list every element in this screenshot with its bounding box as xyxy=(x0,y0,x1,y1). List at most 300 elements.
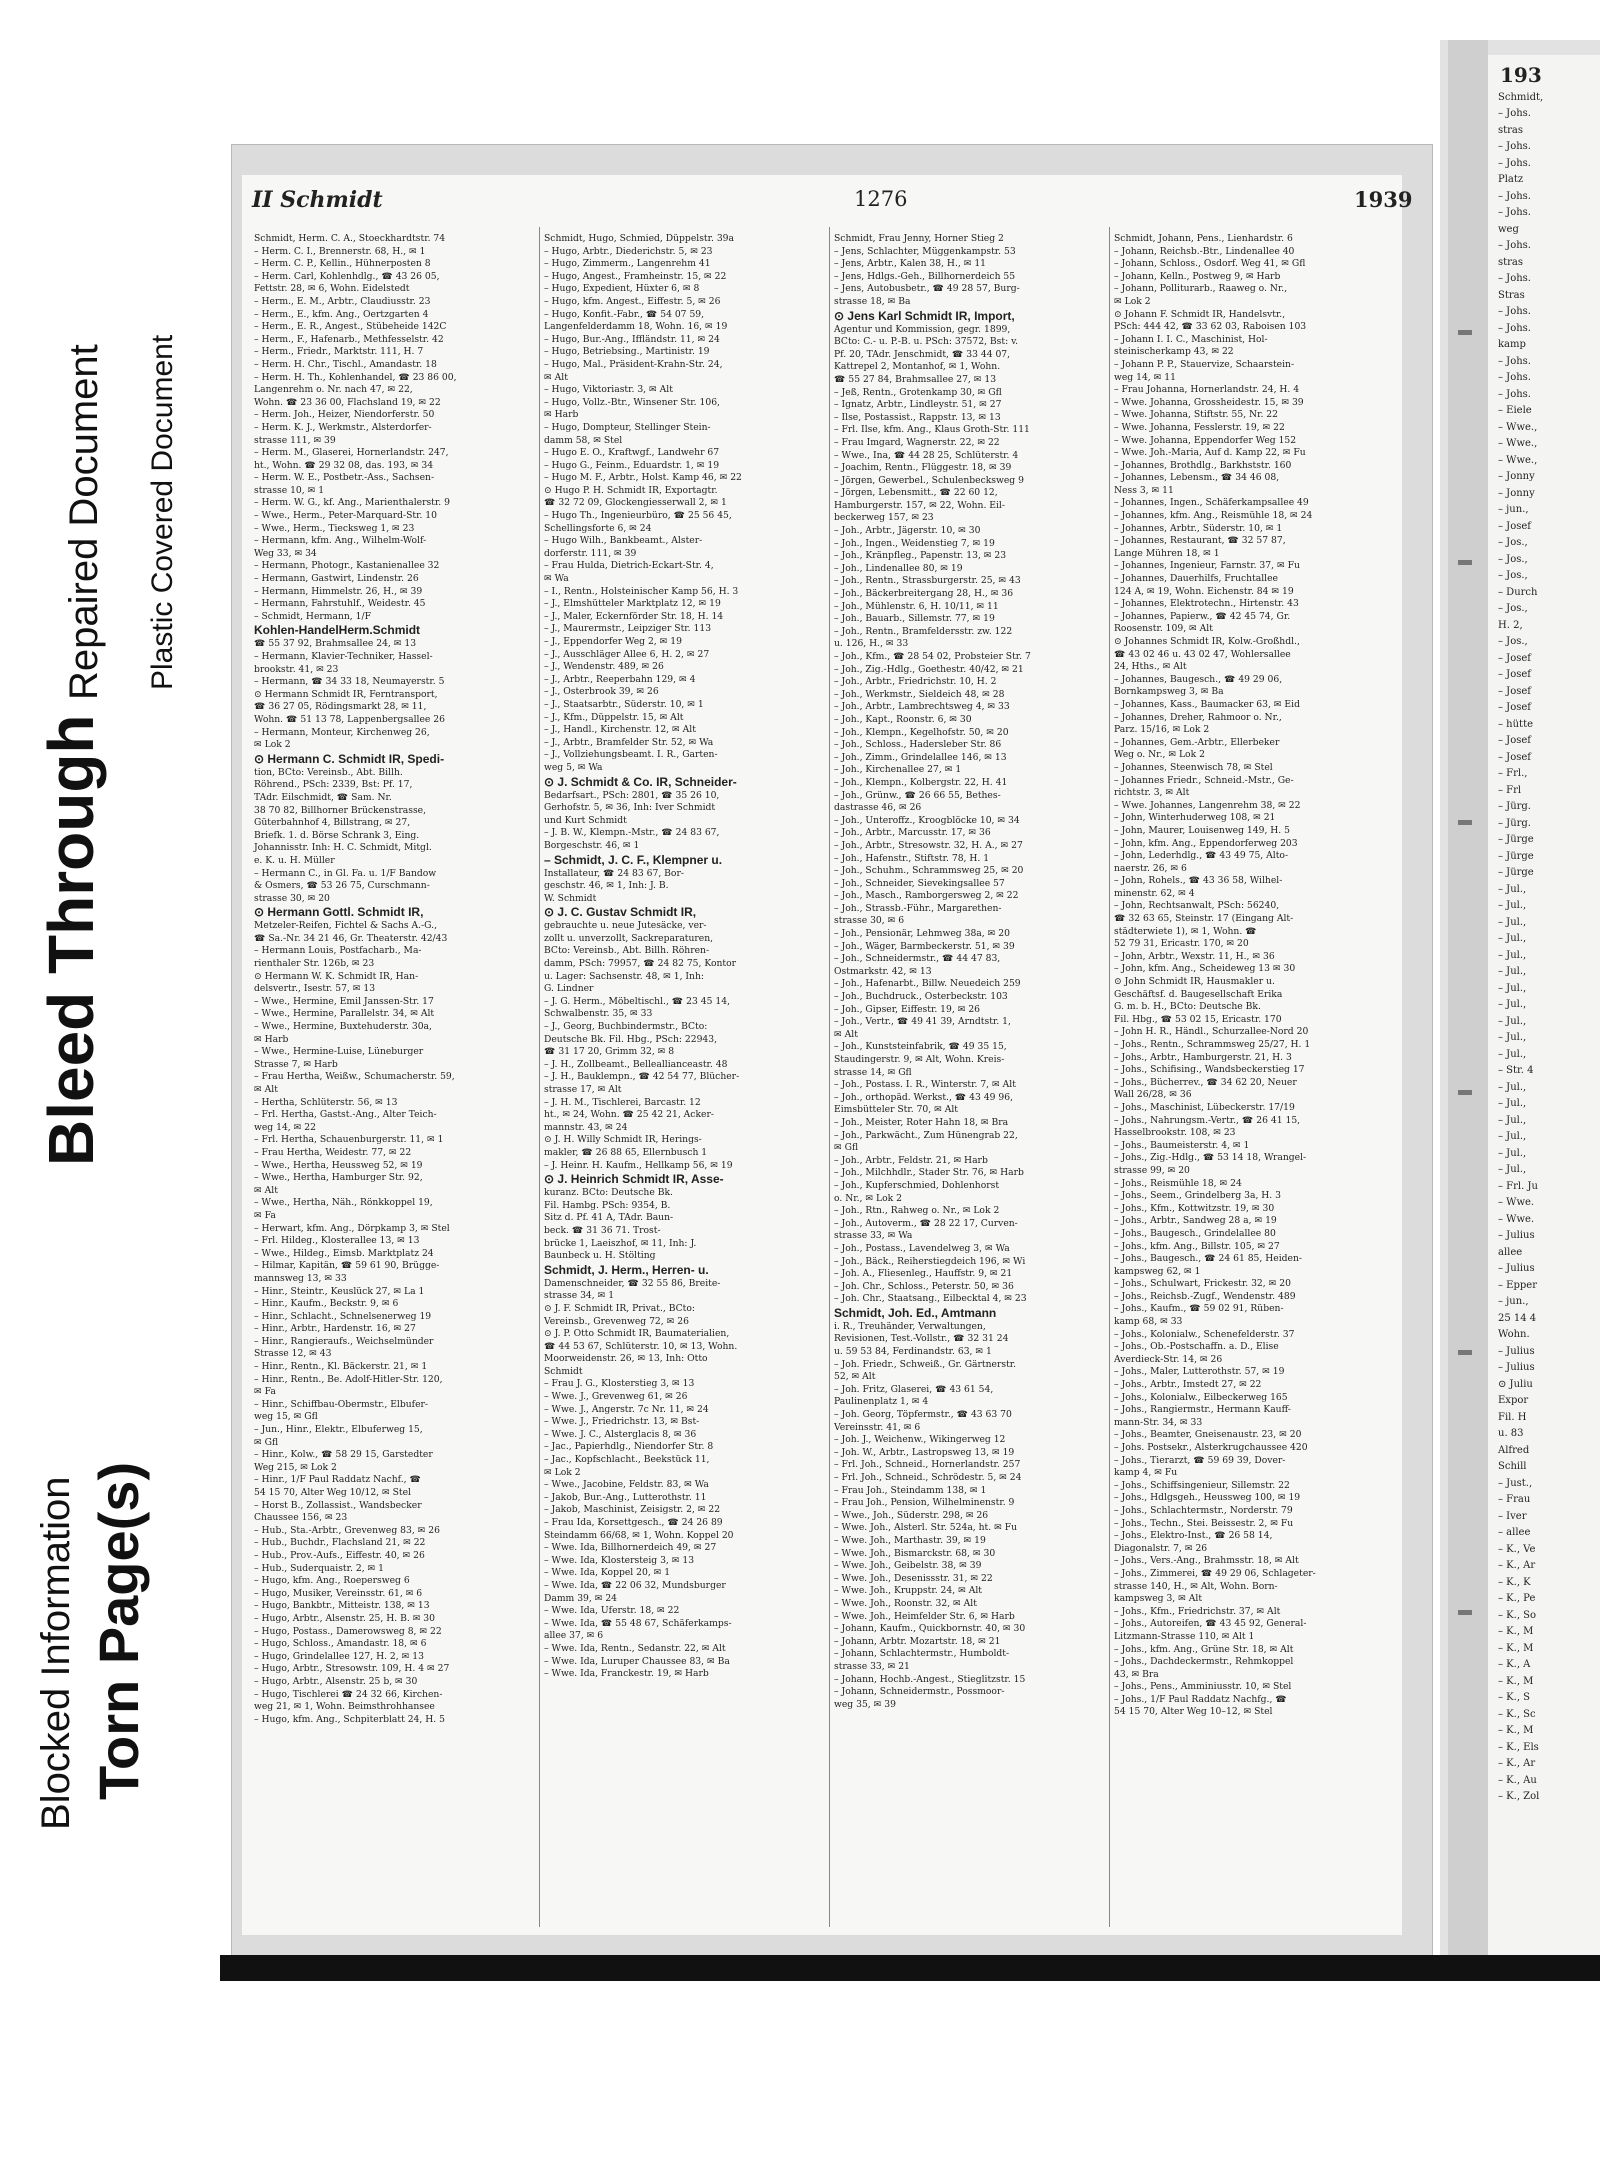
directory-entry-line: – Schmidt, J. C. F., Klempner u. xyxy=(544,852,723,867)
directory-entry-line: – Hugo, kfm. Ang., Roepersweg 6 xyxy=(254,1575,410,1587)
directory-entry-line: – J., Vollziehungsbeamt. I. R., Garten- xyxy=(544,749,718,761)
directory-entry-line: – Johannes, Kass., Baumacker 63, ✉ Eid xyxy=(1114,698,1300,710)
directory-entry-line: steinischerkamp 43, ✉ 22 xyxy=(1114,346,1234,358)
adjacent-page-line: – Jul., xyxy=(1498,949,1527,961)
directory-entry-line: ✉ Lok 2 xyxy=(1114,295,1151,307)
directory-entry-line: – Johann, Schlachtermstr., Humboldt- xyxy=(834,1648,1010,1660)
directory-page xyxy=(242,175,1413,1935)
directory-entry-line: – Hermann, kfm. Ang., Wilhelm-Wolf- xyxy=(254,535,427,547)
directory-entry-line: ⊙ Johann F. Schmidt IR, Handelsvtr., xyxy=(1114,308,1286,320)
adjacent-page-line: – Frau xyxy=(1498,1494,1531,1505)
adjacent-page-line: – K., M xyxy=(1498,1675,1534,1687)
directory-entry-line: – Johs., Baumeisterstr. 4, ✉ 1 xyxy=(1114,1139,1250,1151)
directory-entry-line: strasse 33, ✉ Wa xyxy=(834,1230,913,1242)
directory-entry-line: – Johannes, kfm. Ang., Reismühle 18, ✉ 24 xyxy=(1114,510,1313,522)
adjacent-page-line: – Wwe. xyxy=(1498,1197,1535,1208)
adjacent-page-line: – K., Sc xyxy=(1498,1708,1536,1720)
directory-entry-line: ⊙ J. H. Willy Schmidt IR, Herings- xyxy=(544,1134,702,1146)
directory-entry-line: – Johann I. I. C., Maschinist, Hol- xyxy=(1114,333,1268,345)
directory-entry-line: – J. Heinr. H. Kaufm., Hellkamp 56, ✉ 19 xyxy=(544,1159,733,1171)
adjacent-page-line: – K., So xyxy=(1498,1609,1537,1621)
adjacent-page-line: – jun., xyxy=(1498,1296,1529,1307)
directory-column-3 xyxy=(834,233,1119,1923)
adjacent-page-line: – K., Ar xyxy=(1498,1758,1536,1769)
directory-entry-line: städterwiete 1), ✉ 1, Wohn. ☎ xyxy=(1114,925,1257,937)
directory-entry-line: ☎ 55 37 92, Brahmsallee 24, ✉ 13 xyxy=(254,638,417,650)
directory-entry-line: – Horst B., Zollassist., Wandsbecker xyxy=(254,1499,422,1511)
directory-entry-line: makler, ☎ 26 88 65, Ellernbusch 1 xyxy=(544,1146,708,1158)
directory-entry-line: Lange Mühren 18, ✉ 1 xyxy=(1114,547,1220,559)
directory-entry-line: – Joh., Gipser, Eiffestr. 19, ✉ 26 xyxy=(834,1003,981,1015)
directory-entry-line: – Joh., Kunststeinfabrik, ☎ 49 35 15, xyxy=(834,1041,1007,1053)
directory-entry-line: – Johs., Elektro-Inst., ☎ 26 58 14, xyxy=(1114,1530,1273,1542)
directory-entry-line: 24, Hths., ✉ Alt xyxy=(1114,661,1187,673)
adjacent-page-line: – Josef xyxy=(1498,751,1531,763)
directory-entry-line: Schmidt xyxy=(544,1365,583,1377)
directory-entry-line: – Hinr., 1/F Paul Raddatz Nachf., ☎ xyxy=(254,1474,421,1486)
directory-entry-line: – Johs., Schulwart, Frickestr. 32, ✉ 20 xyxy=(1114,1278,1291,1290)
directory-entry-line: ☎ Sa.-Nr. 34 21 46, Gr. Theaterstr. 42/43 xyxy=(254,932,448,944)
directory-entry-line: Hamburgerstr. 157, ✉ 22, Wohn. Eil- xyxy=(834,499,1005,511)
directory-entry-line: – Wwe. Joh., Roonstr. 32, ✉ Alt xyxy=(834,1597,977,1609)
directory-entry-line: Röhrend., PSch: 2339, Bst: Pf. 17, xyxy=(254,779,413,791)
adjacent-page-line: Schill xyxy=(1498,1461,1527,1472)
directory-entry-line: weg 21, ✉ 1, Wohn. Beimsthrohhansee xyxy=(254,1701,435,1713)
directory-entry-line: – Hugo, Musiker, Vereinsstr. 61, ✉ 6 xyxy=(254,1587,423,1599)
adjacent-page-line: Schmidt, xyxy=(1498,91,1544,103)
directory-entry-line: – Herm. C. P., Kellin., Hühnerposten 8 xyxy=(254,258,431,270)
directory-entry-line: – Joh., Hafenarbt., Billw. Neuedeich 259 xyxy=(834,978,1021,990)
adjacent-page-line: allee xyxy=(1498,1246,1523,1258)
directory-entry-line: – Joh., Autoverm., ☎ 28 22 17, Curven- xyxy=(834,1217,1018,1229)
directory-entry-line: – Hugo E. O., Kraftwgf., Landwehr 67 xyxy=(544,447,720,459)
directory-entry-line: Briefk. 1. d. Börse Schrank 3, Eing. xyxy=(254,829,420,841)
directory-entry-line: – Hugo G., Feinm., Eduardstr. 1, ✉ 19 xyxy=(544,459,720,471)
directory-entry-line: – Wwe. J., Friedrichstr. 13, ✉ Bst- xyxy=(544,1416,700,1428)
directory-entry-line: weg 14, ✉ 22 xyxy=(254,1121,316,1133)
directory-entry-line: – Johannes Friedr., Schneid.-Mstr., Ge- xyxy=(1114,774,1294,786)
adjacent-page-line: – Wwe., xyxy=(1498,438,1538,449)
directory-entry-line: ☎ 55 27 84, Brahmsallee 27, ✉ 13 xyxy=(834,373,997,385)
directory-entry-line: – Hinr., Kaufm., Beckstr. 9, ✉ 6 xyxy=(254,1298,399,1310)
adjacent-page-line: – Jos., xyxy=(1498,570,1528,581)
directory-entry-line: – Joh., Arbtr., Jägerstr. 10, ✉ 30 xyxy=(834,525,981,537)
directory-entry-line: – Wwe. Ida, Luruper Chaussee 83, ✉ Ba xyxy=(544,1655,730,1667)
directory-entry-line: BCto: C.- u. P.-B. u. PSch: 37572, Bst: v. xyxy=(834,336,1019,348)
directory-entry-line: – Herm. M., Glaserei, Hornerlandstr. 247, xyxy=(254,447,449,459)
adjacent-page-line: – Jürge xyxy=(1498,834,1534,845)
directory-entry-line: – Wwe., Hertha, Näh., Rönkkoppel 19, xyxy=(254,1197,433,1209)
directory-entry-line: 54 15 70, Alter Weg 10/12, ✉ Stel xyxy=(254,1487,411,1498)
directory-entry-line: – Joh., Parkwächt., Zum Hünengrab 22, xyxy=(834,1129,1018,1141)
directory-entry-line: Damenschneider, ☎ 32 55 86, Breite- xyxy=(544,1277,721,1289)
adjacent-page-line: ⊙ Juliu xyxy=(1498,1378,1533,1390)
directory-entry-line: – Wwe. Johanna, Eppendorfer Weg 152 xyxy=(1114,434,1297,446)
directory-entry-line: ✉ Alt xyxy=(254,1084,278,1095)
directory-entry-line: – Hub., Buchdr., Flachsland 21, ✉ 22 xyxy=(254,1537,426,1549)
directory-entry-line: 38 70 82, Billhorner Brückenstrasse, xyxy=(254,804,427,816)
directory-entry-line: – Hugo, Postass., Damerowsweg 8, ✉ 22 xyxy=(254,1625,442,1637)
directory-entry-line: – J., Osterbrook 39, ✉ 26 xyxy=(544,686,659,698)
column-rule xyxy=(829,227,830,1927)
directory-entry-line: – Johann, Arbtr. Mozartstr. 18, ✉ 21 xyxy=(834,1635,1001,1647)
directory-entry-line: – Wwe., Herm., Peter-Marquard-Str. 10 xyxy=(254,510,437,522)
directory-entry-line: – Johs., 1/F Paul Raddatz Nachfg., ☎ xyxy=(1114,1693,1287,1705)
directory-entry-line: ✉ Alt xyxy=(834,1028,858,1040)
directory-entry-line: – J., Staatsarbtr., Süderstr. 10, ✉ 1 xyxy=(544,698,704,710)
directory-entry-line: – Joh., Postass., Lavendelweg 3, ✉ Wa xyxy=(834,1242,1010,1254)
directory-entry-line: PSch: 444 42, ☎ 33 62 03, Raboisen 103 xyxy=(1114,321,1307,333)
directory-entry-line: – Hertha, Schlüterstr. 56, ✉ 13 xyxy=(254,1096,398,1108)
directory-entry-line: – Johann P. P., Stauervize, Schaarstein- xyxy=(1114,358,1295,370)
directory-entry-line: – J., Ausschläger Allee 6, H. 2, ✉ 27 xyxy=(544,648,710,660)
adjacent-page-line: – Jul., xyxy=(1498,1131,1527,1142)
adjacent-page-lines xyxy=(1488,90,1600,1806)
directory-entry-line: W. Schmidt xyxy=(544,892,597,904)
directory-entry-line: – Wwe. Ida, Rentn., Sedanstr. 22, ✉ Alt xyxy=(544,1642,726,1654)
directory-entry-line: – Hugo, Arbtr., Diederichstr. 5, ✉ 23 xyxy=(544,245,713,257)
directory-entry-line: ✉ Wa xyxy=(544,573,569,585)
directory-entry-line: – Jens, Arbtr., Kalen 38, H., ✉ 11 xyxy=(834,258,987,270)
directory-entry-line: ⊙ Hermann Schmidt IR, Ferntransport, xyxy=(254,688,438,700)
adjacent-page-line: – Jürg. xyxy=(1498,817,1531,829)
directory-entry-line: Schmidt, J. Herm., Herren- u. xyxy=(544,1262,709,1277)
directory-entry-line: – Joh., Wäger, Barmbeckerstr. 51, ✉ 39 xyxy=(834,940,1015,952)
directory-entry-line: – Wwe. Ida, ☎ 55 48 67, Schäferkamps- xyxy=(544,1617,732,1629)
directory-entry-line: – Johs., Rangiermstr., Hermann Kauff- xyxy=(1114,1404,1291,1416)
directory-entry-line: – John, Lederhdlg., ☎ 43 49 75, Alto- xyxy=(1114,850,1289,862)
directory-entry-line: – Herm. W. E., Postbetr.-Ass., Sachsen- xyxy=(254,472,435,484)
directory-entry-line: 54 15 70, Alter Weg 10–12, ✉ Stel xyxy=(1114,1706,1273,1718)
directory-entry-line: ✉ Fa xyxy=(254,1386,276,1398)
directory-entry-line: Staudingerstr. 9, ✉ Alt, Wohn. Kreis- xyxy=(834,1054,1005,1065)
directory-entry-line: – Wwe. Joh., Kruppstr. 24, ✉ Alt xyxy=(834,1585,982,1597)
adjacent-page-line: H. 2, xyxy=(1498,619,1523,631)
directory-entry-line: Schmidt, Herm. C. A., Stoeckhardtstr. 74 xyxy=(254,233,446,244)
directory-entry-line: – John, Rohels., ☎ 43 36 58, Wilhel- xyxy=(1114,875,1283,887)
directory-entry-line: 43, ✉ Bra xyxy=(1114,1668,1159,1680)
adjacent-page-line: – Jul., xyxy=(1498,1114,1527,1126)
adjacent-page-line: – K., A xyxy=(1498,1659,1531,1670)
binding-stitch xyxy=(1458,330,1472,335)
directory-entry-line: – Hugo, Arbtr., Stresowstr. 109, H. 4 ✉ 27 xyxy=(254,1663,450,1675)
directory-entry-line: damm 58, ✉ Stel xyxy=(544,434,623,446)
directory-entry-line: – Joh., Arbtr., Feldstr. 21, ✉ Harb xyxy=(834,1154,988,1166)
directory-entry-line: – Wwe., Jacobine, Feldstr. 83, ✉ Wa xyxy=(544,1479,709,1491)
directory-entry-line: – Herm., E. M., Arbtr., Claudiusstr. 23 xyxy=(254,295,431,307)
adjacent-page-number: 193 xyxy=(1500,63,1542,87)
page-header-year: 1939 xyxy=(1354,187,1413,212)
directory-entry-line: – Joh., Rtn., Rahweg o. Nr., ✉ Lok 2 xyxy=(834,1205,1000,1217)
directory-entry-line: – Hermann, Monteur, Kirchenweg 26, xyxy=(254,726,430,738)
directory-entry-line: Strasse 7, ✉ Harb xyxy=(254,1058,338,1070)
directory-entry-line: ✉ Lok 2 xyxy=(544,1466,581,1478)
directory-entry-line: ☎ 32 63 65, Steinstr. 17 (Eingang Alt- xyxy=(1114,913,1294,925)
directory-entry-line: kampsweg 3, ✉ Alt xyxy=(1114,1593,1203,1605)
directory-entry-line: – Hinr., Schlacht., Schnelsenerweg 19 xyxy=(254,1310,432,1322)
directory-entry-line: – Frau Joh., Pension, Wilhelminenstr. 9 xyxy=(834,1497,1015,1509)
directory-entry-line: – Joh., Meister, Roter Hahn 18, ✉ Bra xyxy=(834,1116,1009,1128)
directory-entry-line: – Joh., Kfm., ☎ 28 54 02, Probsteier Str. 7 xyxy=(834,651,1031,662)
directory-entry-line: 124 A, ✉ 19, Wohn. Eichenstr. 84 ✉ 19 xyxy=(1114,585,1294,597)
directory-entry-line: Roosenstr. 109, ✉ Alt xyxy=(1114,623,1213,635)
directory-entry-line: – Joh., Werkmstr., Sieldeich 48, ✉ 28 xyxy=(834,688,1005,700)
directory-entry-line: – J. B. W., Klempn.-Mstr., ☎ 24 83 67, xyxy=(544,827,720,839)
directory-entry-line: Schmidt, Johann, Pens., Lienhardstr. 6 xyxy=(1114,233,1293,244)
directory-entry-line: Pf. 20, TAdr. Jenschmidt, ☎ 33 44 07, xyxy=(834,348,1011,360)
directory-entry-line: – Johannes, Arbtr., Süderstr. 10, ✉ 1 xyxy=(1114,522,1283,534)
directory-entry-line: – Jakob, Maschinist, Zeisigstr. 2, ✉ 22 xyxy=(544,1504,721,1516)
directory-entry-line: – Johs., Schlachtermstr., Norderstr. 79 xyxy=(1114,1504,1293,1516)
directory-entry-line: G. m. b. H., BCto: Deutsche Bk. xyxy=(1114,1001,1261,1013)
directory-entry-line: o. Nr., ✉ Lok 2 xyxy=(834,1192,902,1204)
directory-entry-line: Deutsche Bk. Fil. Hbg., PSch: 22943, xyxy=(544,1033,718,1045)
directory-entry-line: – J., Elmshütteler Marktplatz 12, ✉ 19 xyxy=(544,598,721,610)
directory-entry-line: u. 126, H., ✉ 33 xyxy=(834,638,909,650)
directory-entry-line: – Wwe., Hildeg., Eimsb. Marktplatz 24 xyxy=(254,1247,434,1259)
directory-entry-line: ⊙ Johannes Schmidt IR, Kolw.-Großhdl., xyxy=(1114,636,1300,647)
adjacent-page-line: Wohn. xyxy=(1498,1329,1530,1340)
directory-entry-line: – Johs., kfm. Ang., Grüne Str. 18, ✉ Alt xyxy=(1114,1643,1294,1655)
directory-entry-line: – Joh., Kapt., Roonstr. 6, ✉ 30 xyxy=(834,713,972,725)
directory-entry-line: ✉ Alt xyxy=(254,1184,278,1196)
directory-entry-line: – Frau Johanna, Hornerlandstr. 24, H. 4 xyxy=(1114,384,1300,396)
page-number: 1276 xyxy=(854,187,908,211)
directory-entry-line: – Hugo, Schloss., Amandastr. 18, ✉ 6 xyxy=(254,1638,427,1650)
directory-entry-line: – Joh., Klempn., Kegelhofstr. 50, ✉ 20 xyxy=(834,726,1009,738)
directory-entry-line: – Frau Joh., Steindamm 138, ✉ 1 xyxy=(834,1484,987,1496)
adjacent-page-line: – K., M xyxy=(1498,1642,1534,1654)
directory-entry-line: – Johannes, Gem.-Arbtr., Ellerbeker xyxy=(1114,736,1280,748)
directory-entry-line: – Wwe. J., Angerstr. 7c Nr. 11, ✉ 24 xyxy=(544,1403,709,1415)
directory-entry-line: Bornkampsweg 3, ✉ Ba xyxy=(1114,686,1224,698)
directory-entry-line: – Wwe. Joh., Alsterl. Str. 524a, ht. ✉ Fu xyxy=(834,1522,1018,1534)
directory-entry-line: mannstr. 43, ✉ 24 xyxy=(544,1121,628,1133)
adjacent-page-line: – K., Zol xyxy=(1498,1791,1540,1802)
adjacent-page-line: u. 83 xyxy=(1498,1428,1524,1439)
adjacent-page-line: – Julius xyxy=(1498,1230,1535,1241)
directory-entry-line: Güterbahnhof 4, Billstrang, ✉ 27, xyxy=(254,817,411,829)
directory-entry-line: – Joh., Arbtr., Stresowstr. 32, H. A., ✉ 27 xyxy=(834,839,1023,851)
directory-entry-line: – Joh., Kränpfleg., Papenstr. 13, ✉ 23 xyxy=(834,550,1007,562)
directory-entry-line: – Herm. H. Th., Kohlenhandel, ☎ 23 86 00, xyxy=(254,371,457,383)
adjacent-page-line: – Johs. xyxy=(1498,372,1531,383)
scan-bottom-border xyxy=(220,1955,1600,1981)
directory-entry-line: Schmidt, Frau Jenny, Horner Stieg 2 xyxy=(834,233,1004,244)
directory-entry-line: BCto: Vereinsb., Abt. Billh. Röhren- xyxy=(544,945,710,957)
directory-entry-line: – Frau Hulda, Dietrich-Eckart-Str. 4, xyxy=(544,560,714,572)
directory-entry-line: – Joh., Bauarb., Sillemstr. 77, ✉ 19 xyxy=(834,613,995,625)
adjacent-page-line: – Wwe., xyxy=(1498,454,1538,466)
directory-entry-line: – Frau Hertha, Weißw., Schumacherstr. 59, xyxy=(254,1071,455,1083)
adjacent-page-line: – Epper xyxy=(1498,1279,1537,1291)
directory-entry-line: strasse 10, ✉ 1 xyxy=(254,484,325,496)
adjacent-page-line: – Josef xyxy=(1498,669,1531,680)
adjacent-page-line: – Jul., xyxy=(1498,1032,1527,1043)
directory-entry-line: – Hugo, Mal., Präsident-Krahn-Str. 24, xyxy=(544,358,723,370)
directory-entry-line: – Joh., Mühlenstr. 6, H. 10/11, ✉ 11 xyxy=(834,600,999,612)
directory-entry-line: – Johs., Nahrungsm.-Vertr., ☎ 26 41 15, xyxy=(1114,1114,1301,1126)
directory-entry-line: Schellingsforte 6, ✉ 24 xyxy=(544,522,652,534)
directory-entry-line: – Joh., Hafenstr., Stiftstr. 78, H. 1 xyxy=(834,852,990,864)
directory-entry-line: ✉ Alt xyxy=(544,371,568,383)
directory-entry-line: Vereinsstr. 41, ✉ 6 xyxy=(834,1421,921,1433)
directory-entry-line: kuranz. BCto: Deutsche Bk. xyxy=(544,1187,673,1199)
directory-entry-line: und Kurt Schmidt xyxy=(544,814,627,826)
directory-entry-line: – Johs., Schiffsingenieur, Sillemstr. 22 xyxy=(1114,1479,1290,1491)
directory-entry-line: ht., Wohn. ☎ 29 32 08, das. 193, ✉ 34 xyxy=(254,459,434,471)
directory-entry-line: – J., Georg, Buchbindermstr., BCto: xyxy=(544,1021,708,1033)
adjacent-page-line: – Jürg. xyxy=(1498,801,1531,812)
adjacent-page-edge xyxy=(1488,55,1600,1965)
directory-entry-line: – Hugo, Bur.-Ang., Iffländstr. 11, ✉ 24 xyxy=(544,333,720,345)
adjacent-page-line: – Jürge xyxy=(1498,867,1534,878)
directory-entry-line: – Joh., Rentn., Strassburgerstr. 25, ✉ 43 xyxy=(834,575,1021,587)
directory-entry-line: – Johs., Arbtr., Sandweg 28 a, ✉ 19 xyxy=(1114,1215,1277,1227)
directory-entry-line: – Johs., Rentn., Schrammsweg 25/27, H. 1 xyxy=(1114,1039,1311,1050)
adjacent-page-line: – K., Els xyxy=(1498,1741,1539,1753)
adjacent-page-line: – Jul., xyxy=(1498,982,1527,994)
directory-entry-line: – Frl. Joh., Schneid., Hornerlandstr. 257 xyxy=(834,1459,1021,1471)
directory-entry-line: – Wwe. Ida, Klostersteig 3, ✉ 13 xyxy=(544,1554,695,1566)
directory-entry-line: Schmidt, Joh. Ed., Amtmann xyxy=(834,1305,997,1320)
directory-entry-line: – Hermann, Photogr., Kastanienallee 32 xyxy=(254,560,440,572)
directory-entry-line: – Joh., Schloss., Hadersleber Str. 86 xyxy=(834,739,1002,751)
directory-entry-line: – John, Maurer, Louisenweg 149, H. 5 xyxy=(1114,824,1290,836)
directory-entry-line: Moorweidenstr. 26, ✉ 13, Inh: Otto xyxy=(544,1353,708,1365)
directory-entry-line: – Johannes, Ingen., Schäferkampsallee 49 xyxy=(1114,497,1309,509)
directory-entry-line: ☎ 43 02 46 u. 43 02 47, Wohlersallee xyxy=(1114,648,1291,660)
directory-entry-line: Fil. Hambg. PSch: 9354, B. xyxy=(544,1199,671,1211)
directory-entry-line: – Joh., orthopäd. Werkst., ☎ 43 49 96, xyxy=(834,1091,1014,1103)
directory-entry-line: – Wwe. Joh.-Maria, Auf d. Kamp 22, ✉ Fu xyxy=(1114,447,1306,459)
directory-entry-line: – Johannes, Steenwisch 78, ✉ Stel xyxy=(1114,761,1273,773)
adjacent-page-line: – Jul., xyxy=(1498,999,1527,1010)
directory-entry-line: – Joh., Klempn., Kolbergstr. 22, H. 41 xyxy=(834,776,1008,788)
directory-entry-line: Weg 33, ✉ 34 xyxy=(254,547,317,559)
directory-entry-line: ⊙ J. C. Gustav Schmidt IR, xyxy=(544,905,697,920)
directory-entry-line: ☎ 31 17 20, Grimm 32, ✉ 8 xyxy=(544,1046,675,1058)
directory-entry-line: Diagonalstr. 7, ✉ 26 xyxy=(1114,1542,1208,1554)
directory-entry-line: Vereinsb., Grevenweg 72, ✉ 26 xyxy=(544,1315,689,1327)
adjacent-page-line: – Johs. xyxy=(1498,207,1531,218)
adjacent-page-line: – Johs. xyxy=(1498,157,1531,169)
directory-entry-line: – J., Maurermstr., Leipziger Str. 113 xyxy=(544,623,712,635)
directory-entry-line: – Johs., Kfm., Friedrichstr. 37, ✉ Alt xyxy=(1114,1605,1281,1617)
directory-entry-line: – Johs., Kolonialw., Schenefelderstr. 37 xyxy=(1114,1328,1295,1340)
directory-entry-line: beck. ☎ 31 36 71. Trost- xyxy=(544,1224,661,1236)
directory-entry-line: – Hub., Sta.-Arbtr., Grevenweg 83, ✉ 26 xyxy=(254,1524,440,1536)
directory-entry-line: – Johann, Kaufm., Quickbornstr. 40, ✉ 30 xyxy=(834,1623,1026,1635)
directory-entry-line: – Johann, Kelln., Postweg 9, ✉ Harb xyxy=(1114,270,1281,282)
adjacent-page-line: – Johs. xyxy=(1498,388,1531,400)
directory-entry-line: – Johannes, Baugesch., ☎ 49 29 06, xyxy=(1114,673,1283,685)
directory-entry-line: – J., Kfm., Düppelstr. 15, ✉ Alt xyxy=(544,711,684,723)
directory-entry-line: – Herwart, kfm. Ang., Dörpkamp 3, ✉ Stel xyxy=(254,1222,450,1234)
directory-entry-line: – Jens, Schlachter, Müggenkampstr. 53 xyxy=(834,245,1016,257)
adjacent-page-line: Stras xyxy=(1498,289,1525,301)
directory-entry-line: – Frl. Joh., Schneid., Schrödestr. 5, ✉ 24 xyxy=(834,1472,1022,1483)
directory-entry-line: – Hugo, kfm. Ang., Schpiterblatt 24, H. 5 xyxy=(254,1713,445,1725)
directory-entry-line: – Hermann, Klavier-Techniker, Hassel- xyxy=(254,651,433,662)
directory-entry-line: – Wwe. Johanna, Grossheidestr. 15, ✉ 39 xyxy=(1114,396,1304,408)
directory-entry-line: – Joh., Rentn., Bramfeldersstr. zw. 122 xyxy=(834,625,1013,637)
directory-entry-line: ⊙ Jens Karl Schmidt IR, Import, xyxy=(834,308,1015,323)
directory-entry-line: Wall 26/28, ✉ 36 xyxy=(1114,1089,1192,1101)
directory-entry-line: – Joh., Bäck., Reiherstiegdeich 196, ✉ Wi xyxy=(834,1255,1026,1267)
directory-entry-line: weg 5, ✉ Wa xyxy=(544,761,603,773)
directory-entry-line: – Hugo, kfm. Angest., Eiffestr. 5, ✉ 26 xyxy=(544,295,721,307)
directory-entry-line: – Johs., Kaufm., ☎ 59 02 91, Rüben- xyxy=(1114,1303,1284,1315)
directory-entry-line: – Hugo Wilh., Bankbeamt., Alster- xyxy=(544,535,703,547)
directory-entry-line: Langenfelderdamm 18, Wohn. 16, ✉ 19 xyxy=(544,321,728,333)
directory-entry-line: – Johannes, Elektrotechn., Hirtenstr. 43 xyxy=(1114,598,1299,610)
directory-entry-line: ☎ 36 27 05, Rödingsmarkt 28, ✉ 11, xyxy=(254,701,427,713)
directory-entry-line: – Joh., Kupferschmied, Dohlenhorst xyxy=(834,1179,1000,1191)
directory-entry-line: – Hugo, Dompteur, Stellinger Stein- xyxy=(544,421,711,433)
directory-entry-line: ⊙ J. P. Otto Schmidt IR, Baumaterialien, xyxy=(544,1328,730,1340)
directory-entry-line: & Osmers, ☎ 53 26 75, Curschmann- xyxy=(254,880,430,892)
directory-entry-line: strasse 99, ✉ 20 xyxy=(1114,1164,1190,1176)
directory-entry-line: weg 35, ✉ 39 xyxy=(834,1698,896,1710)
directory-entry-line: – Joh., Pensionär, Lehmweg 38a, ✉ 20 xyxy=(834,928,1010,940)
adjacent-page-line: stras xyxy=(1498,256,1524,268)
directory-entry-line: – Hermann, Himmelstr. 26, H., ✉ 39 xyxy=(254,585,423,597)
directory-entry-line: – Johs., Seem., Grindelberg 3a, H. 3 xyxy=(1114,1190,1281,1202)
adjacent-page-line: – Jonny xyxy=(1498,471,1535,482)
directory-entry-line: – Joh., Arbtr., Lambrechtsweg 4, ✉ 33 xyxy=(834,701,1010,713)
adjacent-page-line: – allee xyxy=(1498,1527,1531,1538)
adjacent-page-line: – K., K xyxy=(1498,1576,1531,1588)
directory-entry-line: – Hugo, Grindelallee 127, H. 2, ✉ 13 xyxy=(254,1650,424,1662)
directory-entry-line: – Johannes, Lebensm., ☎ 34 46 08, xyxy=(1114,472,1280,484)
directory-entry-line: – J., Arbtr., Reeperbahn 129, ✉ 4 xyxy=(544,673,696,685)
directory-entry-line: strasse 111, ✉ 39 xyxy=(254,434,336,446)
directory-entry-line: 52, ✉ Alt xyxy=(834,1371,876,1383)
directory-entry-line: – Hugo, Tischlerei ☎ 24 32 66, Kirchen- xyxy=(254,1688,443,1700)
directory-entry-line: – Herm., F., Hafenarb., Methfesselstr. 42 xyxy=(254,333,444,345)
directory-entry-line: – Joh. J., Weichenw., Wikingerweg 12 xyxy=(834,1434,1006,1446)
directory-entry-line: Metzeler-Reifen, Fichtel & Sachs A.-G., xyxy=(254,920,438,932)
directory-entry-line: mann-Str. 34, ✉ 33 xyxy=(1114,1416,1203,1428)
adjacent-page-line: – Frl. Ju xyxy=(1498,1180,1538,1192)
directory-entry-line: strasse 18, ✉ Ba xyxy=(834,295,911,307)
directory-entry-line: – Johs., Maschinist, Lübeckerstr. 17/19 xyxy=(1114,1101,1295,1113)
directory-entry-line: – Wwe., Hermine, Emil Janssen-Str. 17 xyxy=(254,995,434,1007)
directory-entry-line: beckerweg 157, ✉ 23 xyxy=(834,512,934,524)
directory-entry-line: Revisionen, Test.-Vollstr., ☎ 32 31 24 xyxy=(834,1333,1009,1345)
directory-entry-line: ☎ 32 72 09, Glockengiesserwall 2, ✉ 1 xyxy=(544,497,727,509)
directory-entry-line: – Hinr., Rangieraufs., Weichselmünder xyxy=(254,1335,434,1347)
directory-entry-line: – Hub., Prov.-Aufs., Eiffestr. 40, ✉ 26 xyxy=(254,1549,425,1561)
directory-entry-line: Damm 39, ✉ 24 xyxy=(544,1592,618,1604)
directory-entry-line: Bedarfsart., PSch: 2801, ☎ 35 26 10, xyxy=(544,789,720,801)
adjacent-page-line: – K., Au xyxy=(1498,1774,1537,1786)
directory-entry-line: – Johs., Reismühle 18, ✉ 24 xyxy=(1114,1177,1242,1189)
directory-entry-line: Parz. 15/16, ✉ Lok 2 xyxy=(1114,724,1210,736)
directory-entry-line: – Wwe. J., Grevenweg 61, ✉ 26 xyxy=(544,1391,688,1403)
directory-entry-line: ☎ 44 53 67, Schlüterstr. 10, ✉ 13, Wohn. xyxy=(544,1340,738,1352)
adjacent-page-line: – jun., xyxy=(1498,504,1529,515)
directory-entry-line: – Herm., E. R., Angest., Stübeheide 142C xyxy=(254,321,447,333)
page-header-name: II Schmidt xyxy=(252,187,383,213)
directory-entry-line: – Hermann Louis, Postfacharb., Ma- xyxy=(254,945,422,957)
adjacent-page-line: weg xyxy=(1498,223,1519,235)
directory-entry-line: – Joh. Chr., Schloss., Peterstr. 50, ✉ 36 xyxy=(834,1280,1014,1292)
column-rule xyxy=(539,227,540,1927)
directory-entry-line: – Hugo, Arbtr., Alsenstr. 25, H. B. ✉ 30 xyxy=(254,1612,435,1624)
directory-entry-line: – Jörgen, Gewerbel., Schulenbecksweg 9 xyxy=(834,474,1024,486)
